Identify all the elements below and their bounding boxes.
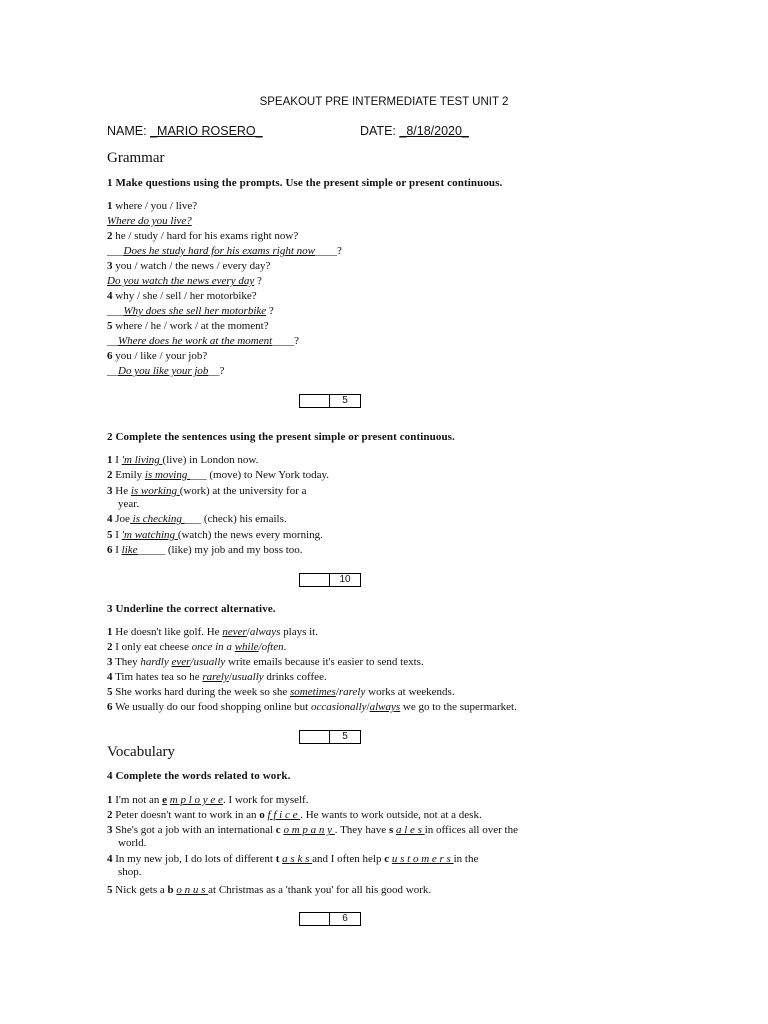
ex4-instruction: 4 Complete the words related to work. [107, 770, 291, 782]
ex2-instruction: 2 Complete the sentences using the present simple or present continuous. [107, 431, 455, 443]
ex3-item-3: 3 They hardly ever/usually write emails because it's easier to send texts. [107, 656, 424, 668]
ex1-item-2-answer: ___Does he study hard for his exams right now____? [107, 245, 342, 257]
ex4-score-value: 6 [342, 913, 348, 924]
score-blank-cell [300, 574, 330, 586]
date-field [360, 124, 469, 138]
ex2-item-3: 3 He is working (work) at the university for a [107, 485, 307, 497]
ex1-item-6-prompt: 6 you / like / your job? [107, 350, 208, 362]
score-blank-cell [300, 913, 330, 925]
date-value: _8/18/2020_ [399, 124, 469, 138]
ex1-score-value: 5 [342, 395, 348, 406]
grammar-heading: Grammar [107, 150, 165, 166]
score-blank-cell [300, 395, 330, 407]
ex4-item-4: 4 In my new job, I do lots of different t a s k s and I often help c u s t o m e r s in the [107, 853, 479, 865]
ex4-item-4-cont: shop. [118, 866, 142, 878]
ex3-item-5: 5 She works hard during the week so she sometimes/rarely works at weekends. [107, 686, 455, 698]
ex1-item-5-prompt: 5 where / he / work / at the moment? [107, 320, 269, 332]
ex3-item-2: 2 I only eat cheese once in a while/often. [107, 641, 287, 653]
ex3-score-value: 5 [342, 731, 348, 742]
ex1-item-6-answer: __Do you like your job__? [107, 365, 225, 377]
ex1-item-4-prompt: 4 why / she / sell / her motorbike? [107, 290, 257, 302]
ex1-item-4-answer: ___Why does she sell her motorbike ? [107, 305, 274, 317]
ex3-item-6: 6 We usually do our food shopping online but occasionally/always we go to the supermarket. [107, 701, 517, 713]
page-title: SPEAKOUT PRE INTERMEDIATE TEST UNIT 2 [259, 96, 509, 108]
score-blank-cell [300, 731, 330, 743]
ex1-item-3-answer: Do you watch the news every day ? [107, 275, 262, 287]
ex4-score-box [299, 912, 361, 926]
ex1-item-5-answer: __Where does he work at the moment____? [107, 335, 300, 347]
ex4-item-5: 5 Nick gets a b o n u s at Christmas as a 'thank you' for all his good work. [107, 884, 432, 896]
vocabulary-heading: Vocabulary [107, 744, 176, 760]
ex3-item-4: 4 Tim hates tea so he rarely/usually drinks coffee. [107, 671, 327, 683]
ex2-item-5: 5 I 'm watching (watch) the news every morning. [107, 529, 323, 541]
ex1-item-1-answer: Where do you live? [107, 215, 192, 227]
ex1-instruction: 1 Make questions using the prompts. Use the present simple or present continuous. [107, 177, 503, 189]
ex2-item-4: 4 Joe is checking ___ (check) his emails. [107, 513, 287, 525]
ex2-item-6: 6 I like_____ (like) my job and my boss too. [107, 544, 303, 556]
ex3-item-1: 1 He doesn't like golf. He never/always plays it. [107, 626, 318, 638]
ex3-score-box [299, 730, 361, 744]
ex1-item-1-prompt: 1 where / you / live? [107, 200, 198, 212]
ex2-score-box [299, 573, 361, 587]
ex4-item-1: 1 I'm not an e m p l o y e e. I work for myself. [107, 794, 309, 806]
ex1-item-3-prompt: 3 you / watch / the news / every day? [107, 260, 271, 272]
ex3-instruction: 3 Underline the correct alternative. [107, 603, 276, 615]
ex4-item-3: 3 She's got a job with an international c o m p a n y . They have s a l e s in offices all over the [107, 824, 518, 836]
ex2-score-value: 10 [339, 574, 351, 585]
name-value: _MARIO ROSERO_ [150, 124, 263, 138]
ex2-item-1: 1 I 'm living (live) in London now. [107, 454, 259, 466]
name-field [107, 124, 263, 138]
ex4-item-3-cont: world. [118, 837, 147, 849]
ex1-item-2-prompt: 2 he / study / hard for his exams right now? [107, 230, 299, 242]
date-label: DATE: [360, 124, 396, 138]
ex2-item-3-cont: year. [118, 498, 140, 510]
ex4-item-2: 2 Peter doesn't want to work in an o f f i c e . He wants to work outside, not at a desk. [107, 809, 482, 821]
ex2-item-2: 2 Emily is moving ___ (move) to New York today. [107, 469, 330, 481]
ex1-score-box [299, 394, 361, 408]
name-label: NAME: [107, 124, 147, 138]
